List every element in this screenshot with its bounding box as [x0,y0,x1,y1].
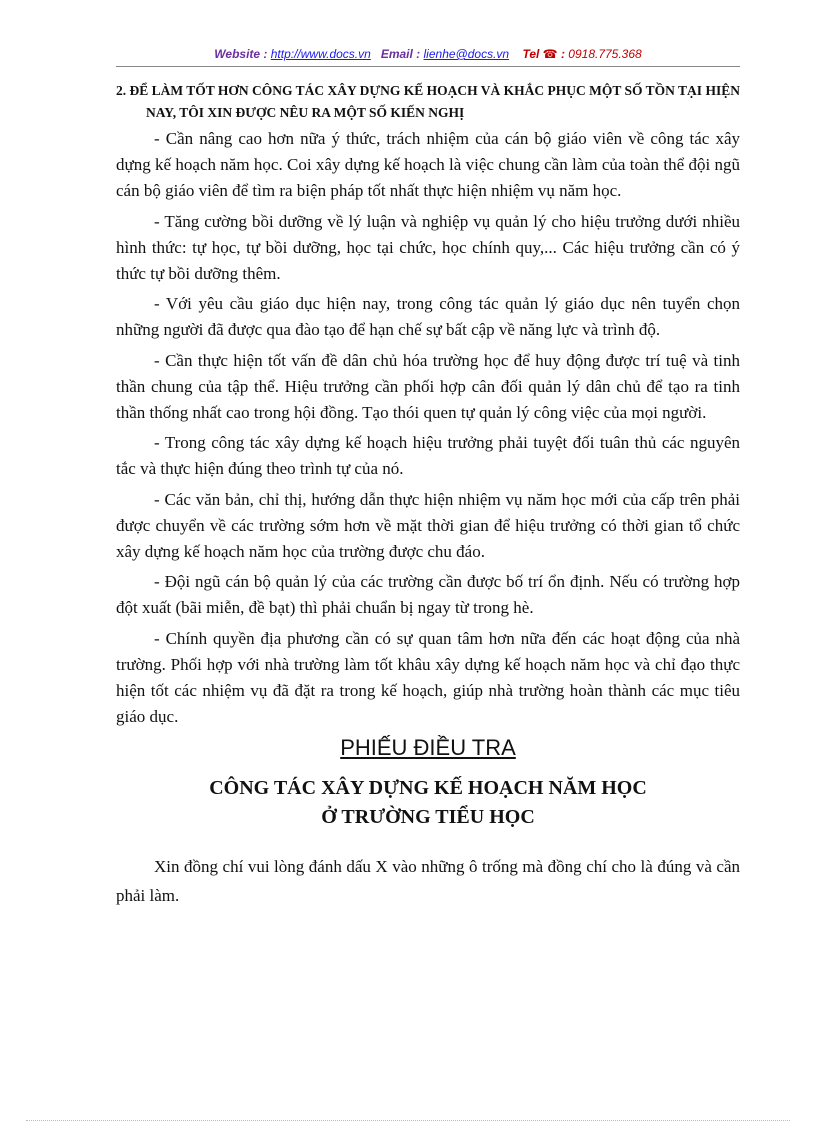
tel-value: 0918.775.368 [568,47,642,61]
paragraph: - Các văn bản, chỉ thị, hướng dẫn thực hiện nhiệm vụ năm học mới của cấp trên phải được chuyển về các trường sớm hơn về mặt thời gian để hiệu trưởng có thời gian tổ chức xây dựng kế hoạch năm học của trường được chu đáo. [116,489,740,561]
paragraph: - Chính quyền địa phương cần có sự quan tâm hơn nữa đến các hoạt động của nhà trường. Phối hợp với nhà trường làm tốt khâu xây dựng kế hoạch năm học và chỉ đạo thực hiện tốt các nhiệm vụ đã đặt ra trong kế hoạch, giúp nhà trường hoàn thành các mục tiêu giáo dục. [116,628,740,726]
website-label: Website : [214,47,268,61]
email-link[interactable]: lienhe@docs.vn [423,47,510,61]
paragraph: - Cần thực hiện tốt vấn đề dân chủ hóa trường học để huy động được trí tuệ và tinh thần chung của tập thể. Hiệu trưởng cần phối hợp cân đối quản lý dân chủ để tạo ra tinh thần thống nhất cao trong hội đồng. Tạo thói quen tự quản lý công việc của mọi người. [116,350,740,422]
email-label: Email : [380,47,421,61]
tel-label: Tel ☎ : [522,47,565,61]
survey-title: PHIẾU ĐIỀU TRA [340,735,516,760]
survey-intro: Xin đồng chí vui lòng đánh dấu X vào những ô trống mà đồng chí cho là đúng và cần phải làm. [116,857,740,905]
footer-divider [26,1120,790,1121]
page-header [116,47,740,61]
paragraph: - Đội ngũ cán bộ quản lý của các trường cần được bố trí ổn định. Nếu có trường hợp đột xuất (bãi miễn, đề bạt) thì phải chuẩn bị ngay từ trong hè. [116,572,740,617]
survey-subtitle [116,774,740,832]
website-link[interactable]: http://www.docs.vn [270,47,371,61]
header-divider [116,66,740,67]
survey-subtitle-line2: Ở TRƯỜNG TIỂU HỌC [321,806,535,828]
paragraph: - Cần nâng cao hơn nữa ý thức, trách nhiệm của cán bộ giáo viên về công tác xây dựng kế hoạch năm học. Coi xây dựng kế hoạch là việc chung cần làm của toàn thể đội ngũ cán bộ giáo viên để tìm ra biện pháp tốt nhất thực hiện nhiệm vụ năm học. [116,129,740,200]
paragraph: - Tăng cường bồi dưỡng về lý luận và nghiệp vụ quản lý cho hiệu trưởng dưới nhiều hình thức: tự học, tự bồi dưỡng, học tại chức, học chính quy,... Các hiệu trưởng cần có ý thức tự bồi dưỡng thêm. [116,211,740,283]
document-body [116,80,740,910]
section-heading: 2. ĐỂ LÀM TỐT HƠN CÔNG TÁC XÂY DỰNG KẾ HOẠCH VÀ KHẮC PHỤC MỘT SỐ TỒN TẠI HIỆN NAY, TÔI XIN ĐƯỢC NÊU RA MỘT SỐ KIẾN NGHỊ [116,83,740,120]
paragraph: - Với yêu cầu giáo dục hiện nay, trong công tác quản lý giáo dục nên tuyển chọn những người đã được qua đào tạo để hạn chế sự bất cập về năng lực và trình độ. [116,294,740,339]
survey-subtitle-line1: CÔNG TÁC XÂY DỰNG KẾ HOẠCH NĂM HỌC [209,777,647,799]
paragraph: - Trong công tác xây dựng kế hoạch hiệu trưởng phải tuyệt đối tuân thủ các nguyên tắc và thực hiện đúng theo trình tự của nó. [116,433,740,478]
